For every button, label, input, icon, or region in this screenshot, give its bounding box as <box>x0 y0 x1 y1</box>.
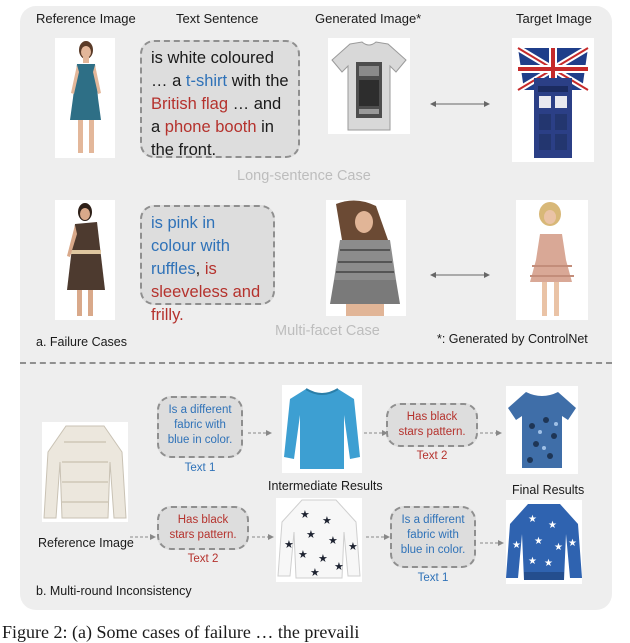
svg-text:★: ★ <box>310 566 320 579</box>
svg-text:★: ★ <box>300 508 310 521</box>
highlight-pink-ruffles: is pink in colour with ruffles <box>151 214 230 278</box>
label-text2-bottom: Text 2 <box>187 553 219 565</box>
case-label-multi-facet: Multi-facet Case <box>275 323 380 339</box>
svg-text:★: ★ <box>528 556 537 567</box>
generated-photo-ruffled-top <box>326 200 406 316</box>
text-stars-red-2: Has black stars pattern. <box>169 514 237 541</box>
text-stars-red-1: Has black stars pattern. <box>398 411 466 438</box>
arrow-double-1 <box>430 95 490 113</box>
figure-caption: Figure 2: (a) Some cases of failure … the prevaili <box>2 622 360 642</box>
highlight-sleeveless-frilly: is sleeveless and frilly. <box>151 260 261 324</box>
sentence-text-1: is white coloured … a <box>151 49 274 90</box>
arrow-right-3 <box>480 424 502 442</box>
sentence-text-3: … and a <box>151 95 282 136</box>
final-photo-star-tshirt <box>506 386 578 474</box>
target-photo-police-box <box>512 38 594 162</box>
section-divider <box>20 362 612 364</box>
target-photo-pink-dress <box>516 200 588 320</box>
label-final-results: Final Results <box>512 483 585 497</box>
text-bubble-fabric-1 <box>157 396 243 458</box>
svg-text:★: ★ <box>554 542 563 553</box>
svg-text:★: ★ <box>568 538 577 549</box>
label-text2-top: Text 2 <box>416 450 448 462</box>
label-text1-bottom: Text 1 <box>417 572 449 584</box>
arrow-right-5 <box>252 528 274 546</box>
text-fabric-blue-2: Is a different fabric with blue in color. <box>400 514 466 556</box>
text-bubble-stars-2 <box>157 506 249 550</box>
svg-text:★: ★ <box>534 536 543 547</box>
svg-text:★: ★ <box>348 540 358 553</box>
svg-text:★: ★ <box>298 548 308 561</box>
label-intermediate-results: Intermediate Results <box>268 479 383 493</box>
sentence-text-4: in the front. <box>151 118 274 159</box>
arrow-right-1 <box>248 424 272 442</box>
svg-text:★: ★ <box>512 540 521 551</box>
final-photo-blue-star-sweater <box>506 500 582 584</box>
arrow-right-2 <box>364 424 388 442</box>
sentence-bubble-long <box>140 40 300 158</box>
svg-text:★: ★ <box>318 552 328 565</box>
footnote-controlnet: *: Generated by ControlNet <box>437 332 588 346</box>
sentence-text-2: with the <box>227 72 289 90</box>
intermediate-photo-blue-top <box>282 385 362 473</box>
header-text-sentence: Text Sentence <box>176 11 259 26</box>
highlight-british-flag: British flag <box>151 95 229 113</box>
text-bubble-stars-1 <box>386 403 478 447</box>
svg-text:★: ★ <box>548 520 557 531</box>
section-label-failure-cases: a. Failure Cases <box>36 335 128 349</box>
reference-photo-brown-dress <box>55 200 115 320</box>
svg-text:★: ★ <box>328 534 338 547</box>
arrow-double-2 <box>430 266 490 284</box>
reference-photo-knit-sweater <box>42 422 128 522</box>
header-reference-image: Reference Image <box>36 11 136 26</box>
text-bubble-fabric-2 <box>390 506 476 568</box>
header-target-image: Target Image <box>516 11 592 26</box>
label-text1-top: Text 1 <box>184 462 216 474</box>
sentence-comma: , <box>195 260 205 278</box>
svg-text:★: ★ <box>322 514 332 527</box>
arrow-right-6 <box>366 528 390 546</box>
intermediate-photo-star-sweater <box>276 498 362 582</box>
reference-photo-blue-dress <box>55 38 115 158</box>
arrow-right-7 <box>480 534 504 552</box>
highlight-t-shirt: t-shirt <box>185 72 228 90</box>
svg-text:★: ★ <box>528 514 537 525</box>
text-fabric-blue-1: Is a different fabric with blue in color. <box>167 404 233 446</box>
label-reference-image-b: Reference Image <box>38 536 134 550</box>
sentence-bubble-multifacet <box>140 205 275 324</box>
case-label-long-sentence: Long-sentence Case <box>237 168 371 184</box>
svg-text:★: ★ <box>544 558 553 569</box>
svg-text:★: ★ <box>334 560 344 573</box>
arrow-right-4 <box>130 528 156 546</box>
svg-text:★: ★ <box>306 528 316 541</box>
highlight-phone-booth: phone booth <box>164 118 257 136</box>
svg-text:★: ★ <box>284 538 294 551</box>
generated-photo-tshirt <box>328 38 410 134</box>
header-generated-image: Generated Image* <box>315 11 422 26</box>
section-label-multi-round: b. Multi-round Inconsistency <box>36 584 192 598</box>
